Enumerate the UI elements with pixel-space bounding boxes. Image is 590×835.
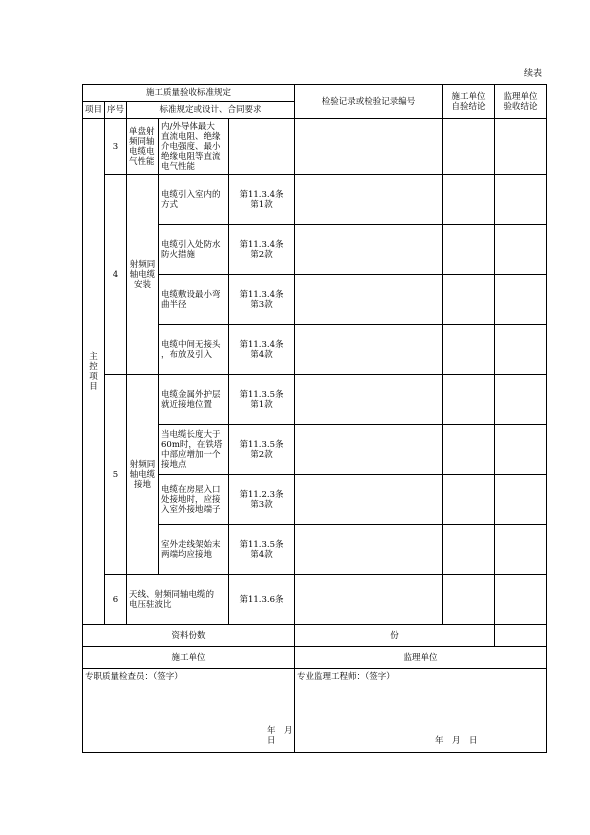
row-description: 电缆引入室内的 方式 xyxy=(159,175,229,225)
contractor-unit-label: 施工单位 xyxy=(83,647,295,669)
record-cell[interactable] xyxy=(295,475,443,525)
row-clause: 第11.3.5条 第2款 xyxy=(229,425,295,475)
item-header: 项目 xyxy=(83,102,105,119)
record-cell[interactable] xyxy=(295,575,443,625)
supervisor-cell[interactable] xyxy=(495,119,547,175)
copies-label: 资料份数 xyxy=(83,625,295,647)
supervisor-signature-label: 专业监理工程师：（签字） xyxy=(297,672,395,682)
copies-unit[interactable]: 份 xyxy=(295,625,495,647)
contractor-check-header: 施工单位 自验结论 xyxy=(443,85,495,119)
supervisor-cell[interactable] xyxy=(495,275,547,325)
contractor-cell[interactable] xyxy=(443,325,495,375)
row-group: 射频同 轴电缆 接地 xyxy=(127,375,159,575)
supervisor-signature-box[interactable] xyxy=(295,669,547,753)
record-cell[interactable] xyxy=(295,375,443,425)
requirement-header: 标准规定或设计、合同要求 xyxy=(127,102,295,119)
supervisor-cell[interactable] xyxy=(495,425,547,475)
row-number: 5 xyxy=(105,375,127,575)
supervisor-cell[interactable] xyxy=(495,575,547,625)
row-description: 电缆金属外护层 就近接地位置 xyxy=(159,375,229,425)
row-number: 6 xyxy=(105,575,127,625)
row-description: 电缆引入处防水 防火措施 xyxy=(159,225,229,275)
supervisor-cell[interactable] xyxy=(495,225,547,275)
contractor-cell[interactable] xyxy=(443,225,495,275)
contractor-signature-box[interactable] xyxy=(83,669,302,753)
record-cell[interactable] xyxy=(295,225,443,275)
row-clause: 第11.3.5条 第1款 xyxy=(229,375,295,425)
row-description: 室外走线架始末 两端均应接地 xyxy=(159,525,229,575)
contractor-cell[interactable] xyxy=(443,119,495,175)
row-clause xyxy=(229,119,295,175)
contractor-cell[interactable] xyxy=(443,375,495,425)
record-cell[interactable] xyxy=(295,175,443,225)
supervisor-cell[interactable] xyxy=(495,375,547,425)
contractor-cell[interactable] xyxy=(443,275,495,325)
row-description: 电缆在房屋入口 处接地时，应接 入室外接地端子 xyxy=(159,475,229,525)
supervisor-unit-label: 监理单位 xyxy=(295,647,547,669)
contractor-cell[interactable] xyxy=(443,525,495,575)
contractor-cell[interactable] xyxy=(443,575,495,625)
row-description: 电缆中间无接头 ，布放及引入 xyxy=(159,325,229,375)
row-clause: 第11.3.4条 第2款 xyxy=(229,225,295,275)
supervisor-check-header: 监理单位 验收结论 xyxy=(495,85,547,119)
record-cell[interactable] xyxy=(295,119,443,175)
record-cell[interactable] xyxy=(295,425,443,475)
row-clause: 第11.3.6条 xyxy=(229,575,295,625)
row-description: 天线、射频同轴电缆的 电压驻波比 xyxy=(127,575,229,625)
supervisor-date: 年 月 日 xyxy=(435,736,478,746)
copies-extra-cell xyxy=(495,625,547,647)
row-description: 电缆敷设最小弯 曲半径 xyxy=(159,275,229,325)
contractor-signature-label: 专职质量检查员：（签字） xyxy=(85,672,183,682)
supervisor-cell[interactable] xyxy=(495,325,547,375)
record-cell[interactable] xyxy=(295,325,443,375)
continued-label: 续表 xyxy=(524,69,543,79)
row-number: 3 xyxy=(105,119,127,175)
supervisor-cell[interactable] xyxy=(495,175,547,225)
contractor-cell[interactable] xyxy=(443,175,495,225)
row-description: 内/外导体最大 直流电阻、绝缘 介电强度、最小 绝缘电阻等直流 电气性能 xyxy=(159,119,229,175)
standard-header: 施工质量验收标准规定 xyxy=(83,85,295,102)
row-group: 射频同 轴电缆 安装 xyxy=(127,175,159,375)
supervisor-cell[interactable] xyxy=(495,525,547,575)
contractor-date: 年 月 日 xyxy=(267,726,302,746)
seq-header: 序号 xyxy=(105,102,127,119)
row-clause: 第11.2.3条 第3款 xyxy=(229,475,295,525)
contractor-cell[interactable] xyxy=(443,425,495,475)
contractor-cell[interactable] xyxy=(443,475,495,525)
supervisor-cell[interactable] xyxy=(495,475,547,525)
row-group: 单盘射 频同轴 电缆电 气性能 xyxy=(127,119,159,175)
row-clause: 第11.3.4条 第3款 xyxy=(229,275,295,325)
inspection-table xyxy=(82,84,547,753)
row-clause: 第11.3.4条 第1款 xyxy=(229,175,295,225)
row-clause: 第11.3.4条 第4款 xyxy=(229,325,295,375)
record-cell[interactable] xyxy=(295,525,443,575)
row-clause: 第11.3.5条 第4款 xyxy=(229,525,295,575)
row-description: 当电缆长度大于 60m时，在铁塔 中部应增加一个 接地点 xyxy=(159,425,229,475)
record-header: 检验记录或检验记录编号 xyxy=(295,85,443,119)
row-number: 4 xyxy=(105,175,127,375)
record-cell[interactable] xyxy=(295,275,443,325)
category-label: 主 控 项 目 xyxy=(83,119,105,625)
